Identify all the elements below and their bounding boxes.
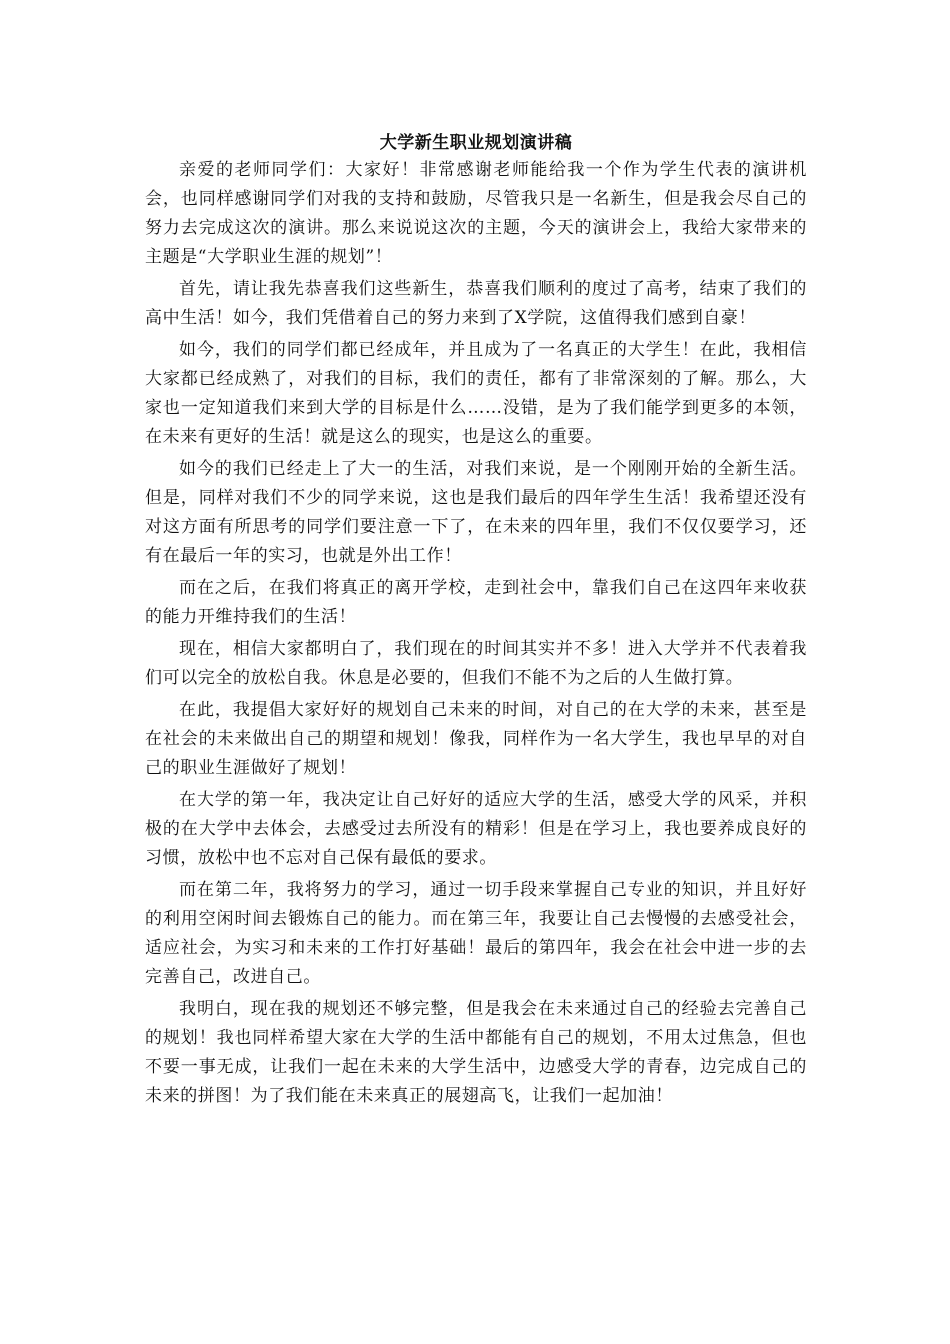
paragraph-greeting: 亲爱的老师同学们：大家好！非常感谢老师能给我一个作为学生代表的演讲机会，也同样感谢同学们对我的支持和鼓励，尽管我只是一名新生，但是我会尽自己的努力去完成这次的演讲。那么来说说这次的主题，今天的演讲会上，我给大家带来的主题是“大学职业生涯的规划”！ bbox=[145, 160, 807, 267]
paragraph-adulthood: 如今，我们的同学们都已经成年，并且成为了一名真正的大学生！在此，我相信大家都已经成熟了，对我们的目标，我们的责任，都有了非常深刻的了解。那么，大家也一定知道我们来到大学的目标是什么……没错，是为了我们能学到更多的本领，在未来有更好的生活！就是这么的现实，也是这么的重要。 bbox=[145, 340, 807, 447]
paragraph-congratulations: 首先，请让我先恭喜我们这些新生，恭喜我们顺利的度过了高考，结束了我们的高中生活！如今，我们凭借着自己的努力来到了X学院，这值得我们感到自豪！ bbox=[145, 279, 807, 328]
paragraph-after-graduation: 而在之后，在我们将真正的离开学校，走到社会中，靠我们自己在这四年来收获的能力开维持我们的生活！ bbox=[145, 578, 807, 627]
paragraph-planning-advocacy: 在此，我提倡大家好好的规划自己未来的时间，对自己的在大学的未来，甚至是在社会的未来做出自己的期望和规划！像我，同样作为一名大学生，我也早早的对自己的职业生涯做好了规划！ bbox=[145, 700, 807, 778]
document-page bbox=[145, 130, 807, 1114]
paragraph-conclusion: 我明白，现在我的规划还不够完整，但是我会在未来通过自己的经验去完善自己的规划！我也同样希望大家在大学的生活中都能有自己的规划，不用太过焦急，但也不要一事无成，让我们一起在未来的大学生活中，边感受大学的青春，边完成自己的未来的拼图！为了我们能在未来真正的展翅高飞，让我们一起加油！ bbox=[145, 999, 807, 1106]
document-title: 大学新生职业规划演讲稿 bbox=[379, 133, 573, 153]
paragraph-first-year: 在大学的第一年，我决定让自己好好的适应大学的生活，感受大学的风采，并积极的在大学中去体会，去感受过去所没有的精彩！但是在学习上，我也要养成良好的习惯，放松中也不忘对自己保有最低的要求。 bbox=[145, 790, 807, 868]
paragraph-later-years: 而在第二年，我将努力的学习，通过一切手段来掌握自己专业的知识，并且好好的利用空闲时间去锻炼自己的能力。而在第三年，我要让自己去慢慢的去感受社会，适应社会，为实习和未来的工作打好基础！最后的第四年，我会在社会中进一步的去完善自己，改进自己。 bbox=[145, 880, 807, 987]
paragraph-freshman-life: 如今的我们已经走上了大一的生活，对我们来说，是一个刚刚开始的全新生活。但是，同样对我们不少的同学来说，这也是我们最后的四年学生生活！我希望还没有对这方面有所思考的同学们要注意一下了，在未来的四年里，我们不仅仅要学习，还有在最后一年的实习，也就是外出工作！ bbox=[145, 459, 807, 566]
paragraph-limited-time: 现在，相信大家都明白了，我们现在的时间其实并不多！进入大学并不代表着我们可以完全的放松自我。休息是必要的，但我们不能不为之后的人生做打算。 bbox=[145, 639, 807, 688]
